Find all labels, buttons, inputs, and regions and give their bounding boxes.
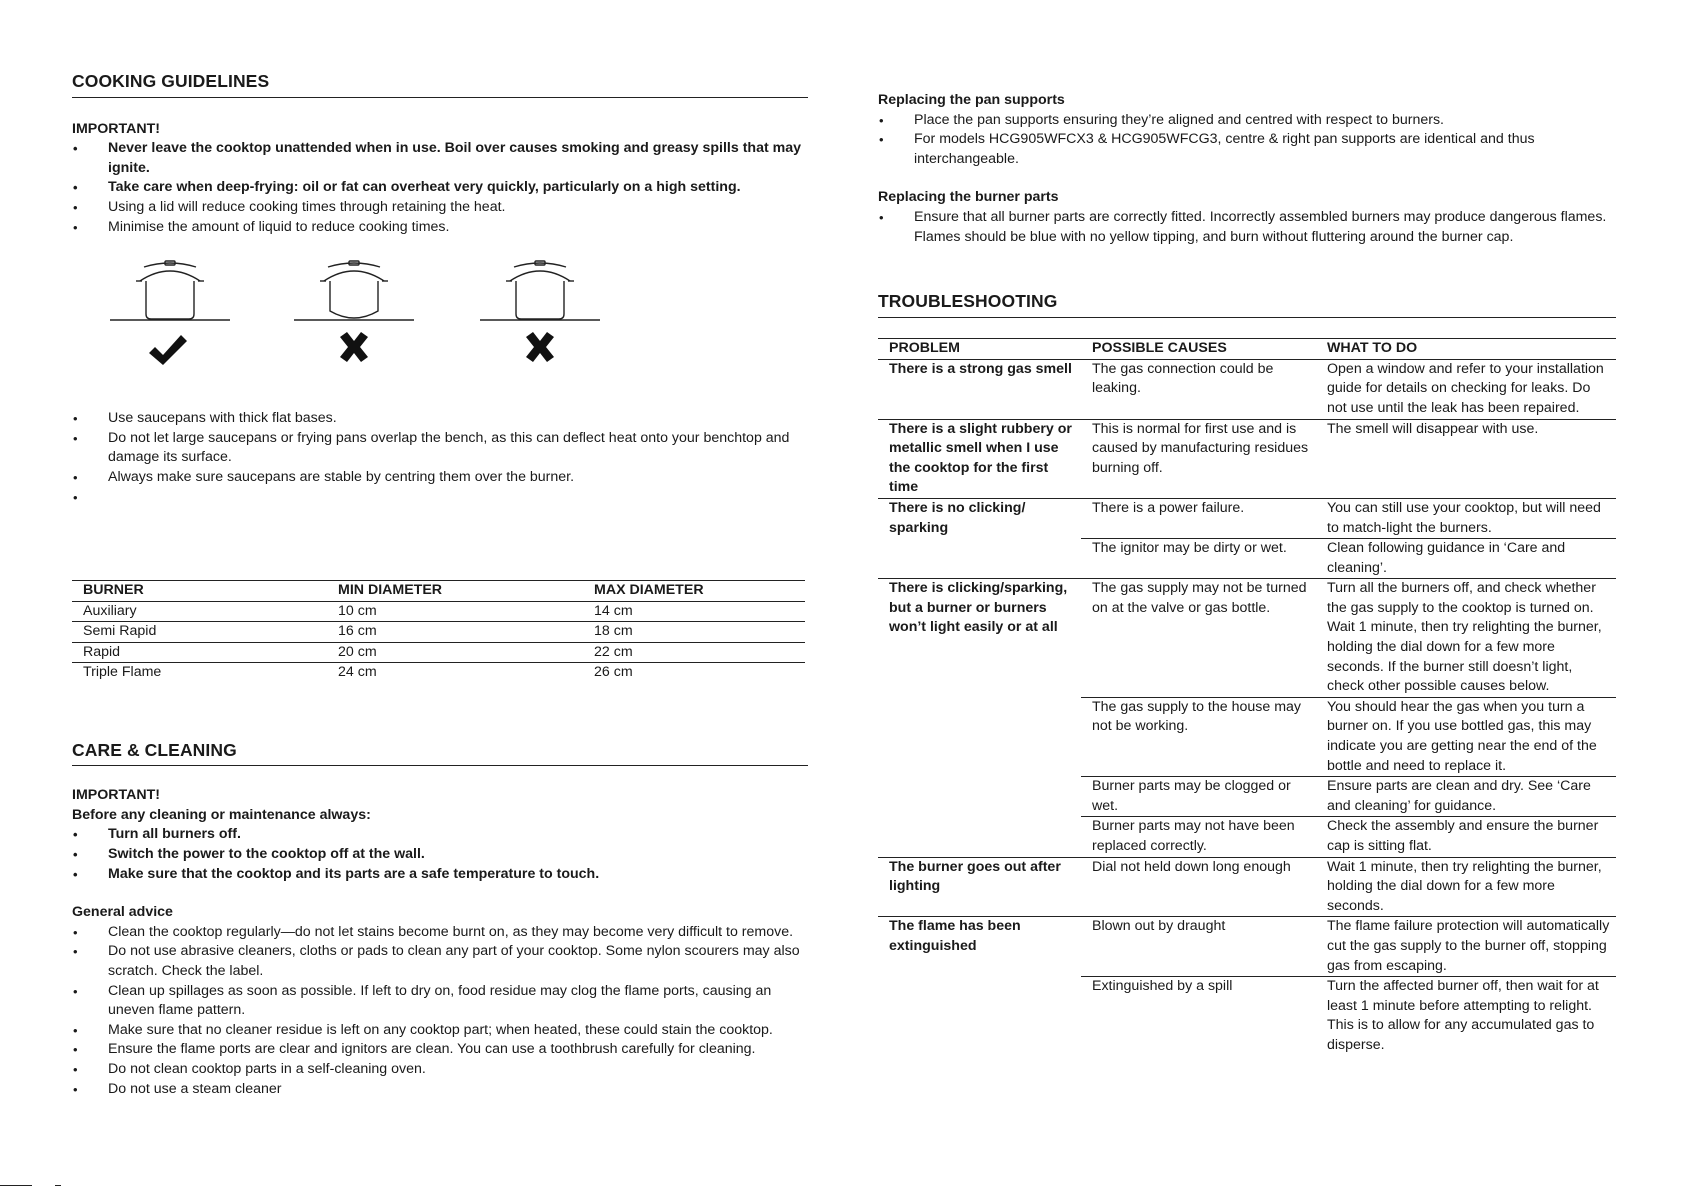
left-column — [72, 0, 808, 1099]
list-item: • For models HCG905WFCX3 & HCG905WFCG3, centre & right pan supports are identical and thus interchangeable. — [878, 130, 1616, 169]
cause-cell: Dial not held down long enough — [1081, 857, 1316, 917]
troubleshooting-title: TROUBLESHOOTING — [878, 292, 1616, 318]
action-cell: Clean following guidance in ‘Care and cleaning’. — [1316, 539, 1616, 579]
list-item: • Do not let large saucepans or frying pans overlap the bench, as this can deflect heat onto your benchtop and damage its surface. — [72, 429, 808, 468]
header-max-diameter: MAX DIAMETER — [583, 581, 805, 602]
saucepan-tips-list — [72, 409, 808, 507]
table-row — [878, 419, 1616, 498]
action-cell: The smell will disappear with use. — [1316, 419, 1616, 498]
table-row — [878, 917, 1616, 977]
list-item: • Never leave the cooktop unattended when in use. Boil over causes smoking and greasy spills that may ignite. — [72, 139, 808, 178]
table-header-row — [878, 338, 1616, 359]
problem-cell: The burner goes out after lighting — [878, 857, 1081, 917]
table-cell: 14 cm — [583, 601, 805, 622]
header-burner: BURNER — [72, 581, 327, 602]
pan-supports-title: Replacing the pan supports — [878, 92, 1065, 108]
care-important-list — [72, 825, 808, 884]
action-cell: The flame failure protection will automatically cut the gas supply to the burner off, stopping gas from escaping. — [1316, 917, 1616, 977]
cause-cell: The gas supply to the house may not be working. — [1081, 697, 1316, 776]
table-cell: 16 cm — [327, 622, 583, 643]
action-cell: Ensure parts are clean and dry. See ‘Care and cleaning’ for guidance. — [1316, 777, 1616, 817]
action-cell: Open a window and refer to your installation guide for details on checking for leaks. Do not use until the leak has been repaired. — [1316, 359, 1616, 419]
general-advice-title: General advice — [72, 904, 173, 921]
problem-cell: There is a strong gas smell — [878, 359, 1081, 419]
table-cell: Triple Flame — [83, 664, 162, 681]
pot-wrong-icon — [294, 259, 414, 379]
list-item: • Clean up spillages as soon as possible. If left to dry on, food residue may clog the flame ports, causing an uneven flame pattern. — [72, 982, 808, 1021]
cause-cell: The ignitor may be dirty or wet. — [1081, 539, 1316, 579]
right-column — [878, 0, 1616, 1056]
cause-cell: Burner parts may not have been replaced correctly. — [1081, 817, 1316, 857]
list-item — [72, 488, 808, 508]
list-item: • Always make sure saucepans are stable by centring them over the burner. — [72, 468, 808, 488]
cooking-important-list — [72, 139, 808, 198]
table-row — [878, 579, 1616, 698]
table-cell: 26 cm — [594, 664, 633, 681]
cause-cell: Blown out by draught — [1081, 917, 1316, 977]
burner-size-table — [72, 580, 805, 683]
list-item: • Clean the cooktop regularly—do not let stains become burnt on, as they may become very difficult to remove. — [72, 923, 808, 943]
saucepan-illustration — [72, 259, 808, 389]
table-cell: 10 cm — [327, 601, 583, 622]
table-cell: Rapid — [72, 642, 327, 663]
table-row — [878, 498, 1616, 538]
troubleshooting-table — [878, 338, 1616, 1056]
header-problem: PROBLEM — [878, 338, 1081, 359]
cooking-guidelines-title: COOKING GUIDELINES — [72, 72, 808, 98]
action-cell: You can still use your cooktop, but will need to match-light the burners. — [1316, 498, 1616, 538]
action-cell: You should hear the gas when you turn a burner on. If you use bottled gas, this may indicate you are getting near the end of the bottle and need to replace it. — [1316, 697, 1616, 776]
table-row — [72, 622, 805, 643]
list-item: • Do not use abrasive cleaners, cloths or pads to clean any part of your cooktop. Some nylon scourers may also scratch. Check the label. — [72, 942, 808, 981]
important-label: IMPORTANT! — [72, 120, 160, 137]
table-row — [878, 359, 1616, 419]
table-cell: 20 cm — [327, 642, 583, 663]
pan-supports-list — [878, 111, 1616, 170]
list-item: • Make sure that no cleaner residue is left on any cooktop part; when heated, these could stain the cooktop. — [72, 1021, 808, 1041]
list-item: • Minimise the amount of liquid to reduce cooking times. — [72, 218, 808, 238]
table-header-row — [72, 581, 805, 602]
cause-cell: The gas connection could be leaking. — [1081, 359, 1316, 419]
page-edge-mark — [55, 1185, 61, 1186]
burner-parts-title: Replacing the burner parts — [878, 189, 1059, 206]
general-advice-list — [72, 923, 808, 1099]
care-important-label: IMPORTANT! — [72, 787, 160, 804]
page-edge-mark — [0, 1185, 32, 1186]
header-min-diameter: MIN DIAMETER — [327, 581, 583, 602]
header-what-to-do: WHAT TO DO — [1316, 338, 1616, 359]
pot-wrong-icon — [480, 259, 600, 379]
list-item: • Switch the power to the cooktop off at the wall. — [72, 845, 808, 865]
cause-cell: Extinguished by a spill — [1092, 978, 1233, 995]
table-cell: 22 cm — [583, 642, 805, 663]
list-item: • Do not clean cooktop parts in a self-cleaning oven. — [72, 1060, 808, 1080]
cooking-tips-list — [72, 198, 808, 237]
list-item: • Ensure that all burner parts are correctly fitted. Incorrectly assembled burners may produce dangerous flames. Flames should be blue with no yellow tipping, and burn without fluttering around the burner cap. — [878, 208, 1616, 247]
table-cell: Auxiliary — [72, 601, 327, 622]
list-item: • Ensure the flame ports are clear and ignitors are clean. You can use a toothbrush carefully for cleaning. — [72, 1040, 808, 1060]
action-cell: Turn the affected burner off, then wait for at least 1 minute before attempting to relight. This is to allow for any accumulated gas to disperse. — [1327, 978, 1599, 1053]
action-cell: Turn all the burners off, and check whether the gas supply to the cooktop is turned on. Wait 1 minute, then try relighting the burner, holding the dial down for a few more seconds. If the burner still doesn’t light, check other possible causes below. — [1316, 579, 1616, 698]
problem-cell: The flame has been extinguished — [889, 918, 1021, 954]
table-cell: Semi Rapid — [72, 622, 327, 643]
cause-cell: This is normal for first use and is caused by manufacturing residues burning off. — [1081, 419, 1316, 498]
table-row — [878, 857, 1616, 917]
pot-correct-icon — [110, 259, 230, 379]
burner-parts-list — [878, 208, 1616, 247]
list-item: • Turn all burners off. — [72, 825, 808, 845]
table-cell: 24 cm — [338, 664, 377, 681]
table-row — [72, 663, 805, 683]
action-cell: Wait 1 minute, then try relighting the burner, holding the dial down for a few more seconds. — [1316, 857, 1616, 917]
list-item: • Do not use a steam cleaner — [72, 1080, 808, 1100]
list-item: • Use saucepans with thick flat bases. — [72, 409, 808, 429]
header-possible-causes: POSSIBLE CAUSES — [1081, 338, 1316, 359]
action-cell: Check the assembly and ensure the burner cap is sitting flat. — [1316, 817, 1616, 857]
list-item: • Make sure that the cooktop and its parts are a safe temperature to touch. — [72, 865, 808, 885]
cause-cell: The gas supply may not be turned on at the valve or gas bottle. — [1081, 579, 1316, 698]
list-item: • Place the pan supports ensuring they’re aligned and centred with respect to burners. — [878, 111, 1616, 131]
problem-cell: There is a slight rubbery or metallic smell when I use the cooktop for the first time — [878, 419, 1081, 498]
care-before-text: Before any cleaning or maintenance always: — [72, 806, 371, 823]
care-cleaning-title: CARE & CLEANING — [72, 741, 808, 767]
table-row — [72, 601, 805, 622]
list-item: • Take care when deep-frying: oil or fat can overheat very quickly, particularly on a high setting. — [72, 178, 808, 198]
cause-cell: Burner parts may be clogged or wet. — [1081, 777, 1316, 817]
table-cell: 18 cm — [583, 622, 805, 643]
problem-cell: There is no clicking/ sparking — [878, 498, 1081, 578]
list-item: • Using a lid will reduce cooking times through retaining the heat. — [72, 198, 808, 218]
problem-cell: There is clicking/sparking, but a burner or burners won’t light easily or at all — [878, 579, 1081, 857]
cause-cell: There is a power failure. — [1081, 498, 1316, 538]
table-row — [72, 642, 805, 663]
